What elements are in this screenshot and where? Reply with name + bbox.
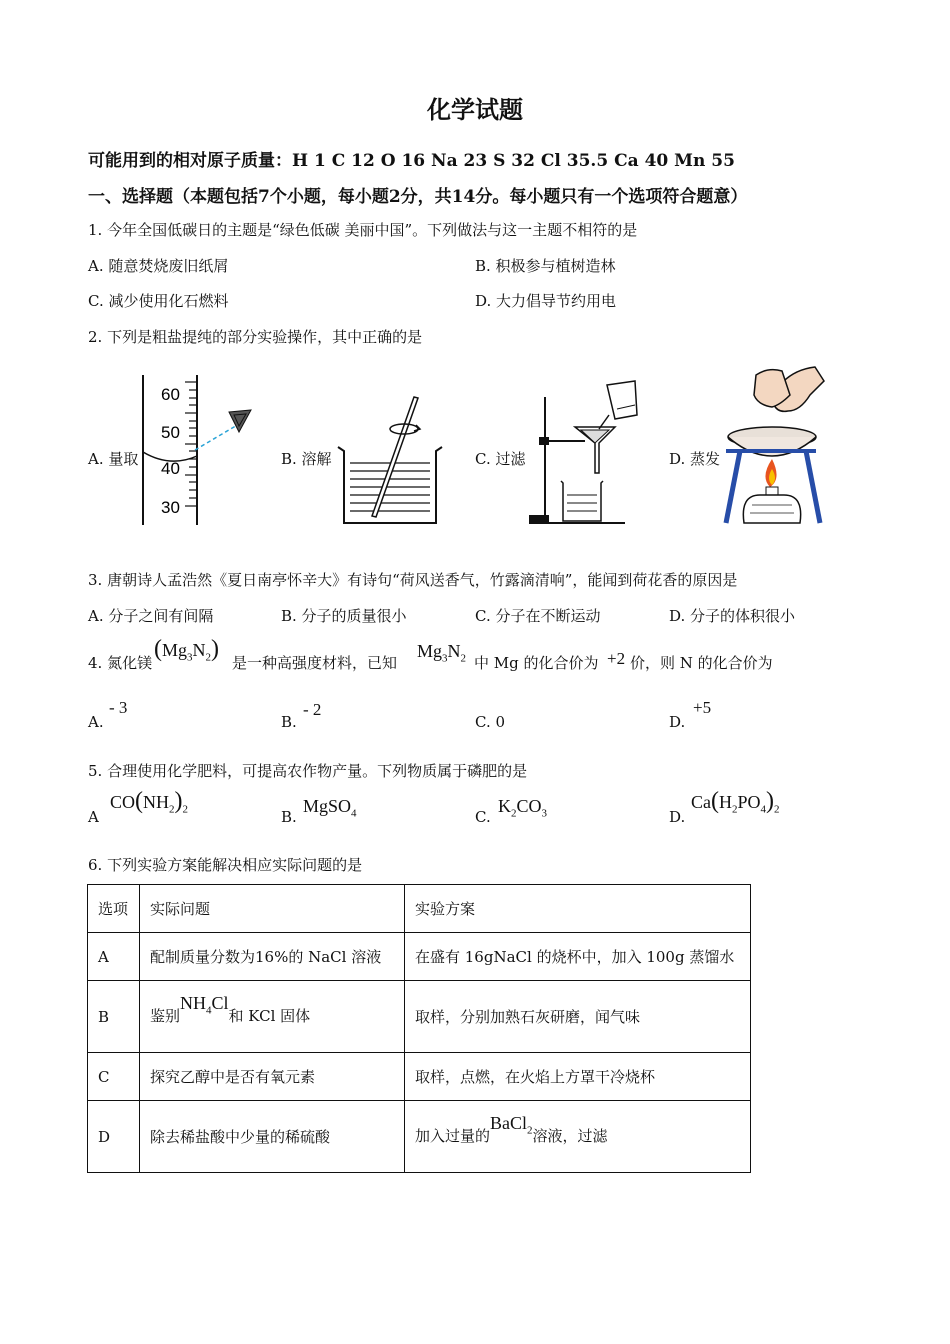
q6-table bbox=[87, 884, 751, 1173]
q4-option-c: C. 0 bbox=[475, 713, 506, 731]
q3-option-b: B. 分子的质量很小 bbox=[281, 607, 407, 625]
mg-valence: +2 bbox=[607, 649, 626, 668]
q2-option-d: D. 蒸发 bbox=[669, 450, 721, 468]
table-header-row bbox=[88, 885, 751, 933]
co-nh2-2-formula: $CO(NH_2)_2$ bbox=[110, 788, 189, 816]
row-d-plan-pre: 加入过量的 bbox=[415, 1126, 491, 1145]
row-a-plan: 在盛有 16gNaCl 的烧杯中，加入 100g 蒸馏水 bbox=[405, 933, 751, 981]
evaporation-illustration bbox=[720, 355, 830, 530]
dissolving-illustration bbox=[332, 385, 447, 530]
q1-option-c: C. 减少使用化石燃料 bbox=[88, 292, 229, 310]
tick-60: 60 bbox=[161, 385, 180, 404]
row-d-option: D bbox=[88, 1101, 140, 1173]
nh4cl-formula: $NH_4Cl$ bbox=[180, 992, 229, 1017]
mg3n2-formula-paren: $(Mg_3N_2)$ bbox=[154, 636, 220, 664]
q3-option-d: D. 分子的体积很小 bbox=[669, 607, 796, 625]
page-title: 化学试题 bbox=[427, 95, 523, 124]
table-row bbox=[88, 981, 751, 1053]
q5-option-b-label: B. bbox=[281, 808, 297, 826]
mg3n2-formula: $Mg_3N_2$ bbox=[417, 641, 467, 665]
q2-stem: 2. 下列是粗盐提纯的部分实验操作，其中正确的是 bbox=[88, 328, 423, 346]
q4-option-a-value: - 3 bbox=[109, 698, 128, 717]
row-a-problem: 配制质量分数为16%的 NaCl 溶液 bbox=[140, 933, 405, 981]
tick-40: 40 bbox=[161, 459, 180, 478]
q1-option-a: A. 随意焚烧废旧纸屑 bbox=[88, 257, 229, 275]
q3-option-c: C. 分子在不断运动 bbox=[475, 607, 601, 625]
q4-option-d-label: D. bbox=[669, 713, 686, 731]
q5-stem: 5. 合理使用化学肥料，可提高农作物产量。下列物质属于磷肥的是 bbox=[88, 762, 528, 780]
ca-h2po4-2-formula: $Ca(H_2PO_4)_2$ bbox=[691, 788, 780, 816]
q1-stem: 1. 今年全国低碳日的主题是“绿色低碳 美丽中国”。下列做法与这一主题不相符的是 bbox=[88, 221, 638, 239]
q1-option-b: B. 积极参与植树造林 bbox=[475, 257, 616, 275]
tick-50: 50 bbox=[161, 423, 180, 442]
row-b-problem bbox=[140, 981, 405, 1053]
atomic-masses: 可能用到的相对原子质量：H 1 C 12 O 16 Na 23 S 32 Cl 35.5 Ca 40 Mn 55 bbox=[88, 151, 735, 171]
k2co3-formula: $K_2CO_3$ bbox=[498, 796, 548, 820]
q5-option-a-label: A bbox=[88, 808, 99, 826]
q4-stem-part4: 价，则 N 的化合价为 bbox=[630, 654, 773, 672]
q4-option-b-value: - 2 bbox=[303, 700, 322, 719]
section1-heading: 一、选择题（本题包括7个小题，每小题2分，共14分。每小题只有一个选项符合题意） bbox=[88, 187, 748, 207]
q4-stem-part2: 是一种高强度材料，已知 bbox=[232, 654, 398, 672]
q3-option-a: A. 分子之间有间隔 bbox=[88, 607, 214, 625]
mgso4-formula: MgSO$_4$ bbox=[303, 796, 357, 820]
cylinder-reading-illustration bbox=[135, 370, 260, 530]
row-b-plan: 取样，分别加熟石灰研磨，闻气味 bbox=[405, 981, 751, 1053]
tick-30: 30 bbox=[161, 498, 180, 517]
bacl2-formula: BaCl$_2$ bbox=[490, 1112, 533, 1137]
row-c-option: C bbox=[88, 1053, 140, 1101]
q6-stem: 6. 下列实验方案能解决相应实际问题的是 bbox=[88, 856, 363, 874]
row-a-option: A bbox=[88, 933, 140, 981]
q5-option-d-label: D. bbox=[669, 808, 686, 826]
row-b-option: B bbox=[88, 981, 140, 1053]
q4-stem-part1: 4. 氮化镁 bbox=[88, 654, 153, 672]
q1-option-d: D. 大力倡导节约用电 bbox=[475, 292, 617, 310]
filtration-illustration bbox=[525, 375, 640, 530]
row-d-plan bbox=[405, 1101, 751, 1173]
q2-option-b: B. 溶解 bbox=[281, 450, 332, 468]
q5-option-c-label: C. bbox=[475, 808, 491, 826]
q4-stem-part3: 中 Mg 的化合价为 bbox=[474, 654, 599, 672]
row-c-problem: 探究乙醇中是否有氧元素 bbox=[140, 1053, 405, 1101]
row-d-plan-post: 溶液，过滤 bbox=[532, 1126, 608, 1145]
table-row bbox=[88, 1053, 751, 1101]
row-b-problem-pre: 鉴别 bbox=[150, 1006, 181, 1025]
q4-option-d-value: +5 bbox=[693, 698, 712, 717]
q2-option-a: A. 量取 bbox=[88, 450, 139, 468]
header-plan: 实验方案 bbox=[405, 885, 751, 933]
header-problem: 实际问题 bbox=[140, 885, 405, 933]
q4-option-a-label: A. bbox=[88, 713, 104, 731]
row-d-problem: 除去稀盐酸中少量的稀硫酸 bbox=[140, 1101, 405, 1173]
q3-stem: 3. 唐朝诗人孟浩然《夏日南亭怀辛大》有诗句“荷风送香气，竹露滴清响”，能闻到荷花香的原因是 bbox=[88, 571, 738, 589]
table-row bbox=[88, 933, 751, 981]
q2-option-c: C. 过滤 bbox=[475, 450, 526, 468]
table-row bbox=[88, 1101, 751, 1173]
q4-option-b-label: B. bbox=[281, 713, 297, 731]
row-b-problem-post: 和 KCl 固体 bbox=[228, 1006, 311, 1025]
header-option: 选项 bbox=[88, 885, 140, 933]
row-c-plan: 取样，点燃，在火焰上方罩干冷烧杯 bbox=[405, 1053, 751, 1101]
